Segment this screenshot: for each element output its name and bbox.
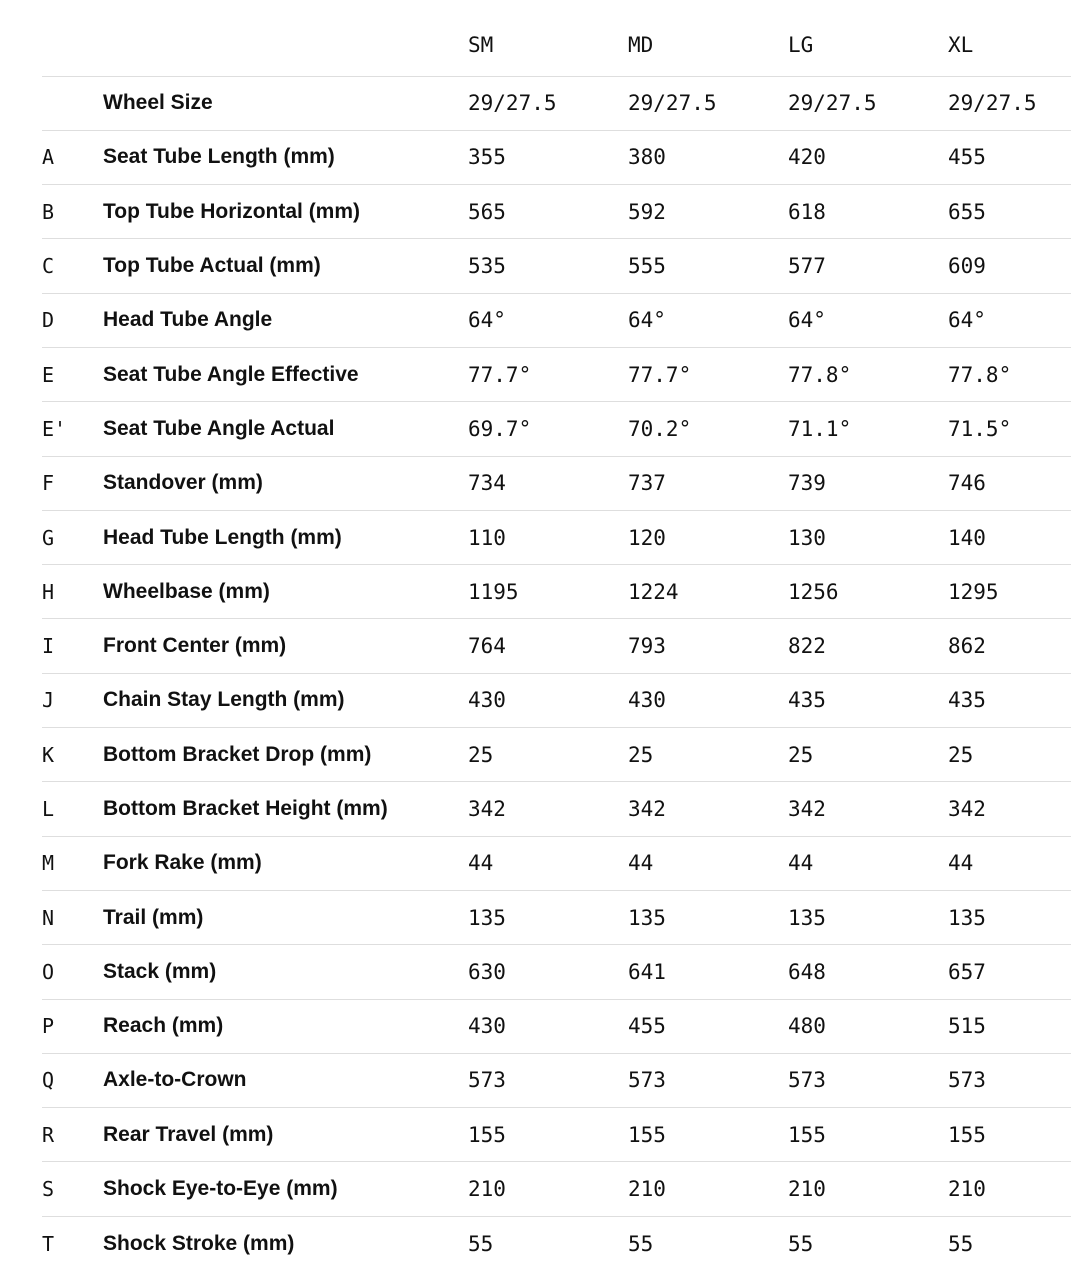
value-sm: 135	[468, 905, 506, 930]
value-lg: 822	[788, 634, 826, 659]
value-md: 64°	[628, 308, 666, 333]
value-md: 793	[628, 634, 666, 659]
value-sm: 44	[468, 851, 494, 876]
value-xl: 29/27.5	[948, 91, 1037, 116]
table-row	[42, 76, 1071, 130]
row-letter: K	[42, 742, 55, 767]
value-sm: 734	[468, 471, 506, 496]
table-row	[42, 619, 1071, 673]
row-label: Shock Eye-to-Eye (mm)	[103, 1177, 338, 1201]
value-sm: 110	[468, 525, 506, 550]
value-xl: 609	[948, 254, 986, 279]
header-size-lg: LG	[788, 32, 814, 57]
row-letter: F	[42, 471, 55, 496]
value-md: 55	[628, 1231, 654, 1256]
row-label: Seat Tube Angle Effective	[103, 362, 359, 386]
row-letter: B	[42, 199, 55, 224]
row-letter	[42, 76, 103, 130]
row-label: Front Center (mm)	[103, 634, 287, 658]
value-lg: 480	[788, 1014, 826, 1039]
value-sm: 29/27.5	[468, 91, 557, 116]
value-lg: 573	[788, 1068, 826, 1093]
value-lg: 71.1°	[788, 416, 852, 441]
value-xl: 862	[948, 634, 986, 659]
value-lg: 29/27.5	[788, 91, 877, 116]
value-sm: 55	[468, 1231, 494, 1256]
value-md: 210	[628, 1177, 666, 1202]
value-sm: 77.7°	[468, 362, 532, 387]
value-xl: 455	[948, 145, 986, 170]
row-letter: G	[42, 525, 55, 550]
value-lg: 25	[788, 742, 814, 767]
row-label: Head Tube Angle	[103, 308, 273, 332]
row-label: Shock Stroke (mm)	[103, 1231, 295, 1255]
value-lg: 648	[788, 959, 826, 984]
value-md: 592	[628, 199, 666, 224]
value-md: 77.7°	[628, 362, 692, 387]
value-lg: 130	[788, 525, 826, 550]
value-sm: 25	[468, 742, 494, 767]
row-letter: P	[42, 1014, 55, 1039]
row-letter: E	[42, 362, 55, 387]
table-row	[42, 565, 1071, 619]
value-md: 44	[628, 851, 654, 876]
value-lg: 618	[788, 199, 826, 224]
value-md: 25	[628, 742, 654, 767]
row-label: Head Tube Length (mm)	[103, 525, 342, 549]
value-md: 135	[628, 905, 666, 930]
value-xl: 515	[948, 1014, 986, 1039]
row-label: Wheel Size	[103, 91, 213, 115]
row-label: Rear Travel (mm)	[103, 1122, 274, 1146]
value-xl: 746	[948, 471, 986, 496]
value-sm: 573	[468, 1068, 506, 1093]
value-sm: 764	[468, 634, 506, 659]
table-row	[42, 999, 1071, 1053]
value-xl: 657	[948, 959, 986, 984]
value-sm: 535	[468, 254, 506, 279]
row-letter: E'	[42, 416, 67, 441]
table-row	[42, 1162, 1071, 1216]
row-letter: C	[42, 254, 55, 279]
header-size-sm: SM	[468, 32, 494, 57]
value-xl: 155	[948, 1122, 986, 1147]
value-xl: 1295	[948, 579, 999, 604]
value-xl: 135	[948, 905, 986, 930]
row-letter: Q	[42, 1068, 55, 1093]
value-md: 155	[628, 1122, 666, 1147]
value-sm: 565	[468, 199, 506, 224]
value-lg: 155	[788, 1122, 826, 1147]
row-label: Fork Rake (mm)	[103, 851, 262, 875]
row-letter: T	[42, 1231, 55, 1256]
table-row	[42, 728, 1071, 782]
table-row	[42, 130, 1071, 184]
row-label: Trail (mm)	[103, 905, 204, 929]
header-letter-cell	[42, 14, 103, 76]
header-label-cell	[103, 14, 468, 76]
row-letter: L	[42, 797, 55, 821]
table-row	[42, 402, 1071, 456]
row-label: Top Tube Horizontal (mm)	[103, 199, 361, 223]
row-letter: M	[42, 851, 55, 876]
value-md: 573	[628, 1068, 666, 1093]
value-lg: 210	[788, 1177, 826, 1202]
value-xl: 71.5°	[948, 416, 1012, 441]
table-row	[42, 510, 1071, 564]
row-letter: O	[42, 959, 55, 984]
value-sm: 64°	[468, 308, 506, 333]
value-md: 737	[628, 471, 666, 496]
value-lg: 77.8°	[788, 362, 852, 387]
row-label: Chain Stay Length (mm)	[103, 688, 345, 712]
value-md: 555	[628, 254, 666, 279]
value-md: 430	[628, 688, 666, 713]
table-body	[42, 76, 1071, 1271]
value-sm: 155	[468, 1122, 506, 1147]
value-sm: 430	[468, 688, 506, 713]
value-lg: 420	[788, 145, 826, 170]
table-row	[42, 239, 1071, 293]
row-label: Stack (mm)	[103, 959, 217, 983]
row-letter: H	[42, 579, 55, 604]
table-row	[42, 293, 1071, 347]
row-label: Seat Tube Angle Actual	[103, 416, 335, 440]
value-md: 380	[628, 145, 666, 170]
value-lg: 44	[788, 851, 814, 876]
table-row	[42, 890, 1071, 944]
row-label: Top Tube Actual (mm)	[103, 254, 321, 278]
value-xl: 25	[948, 742, 974, 767]
table-row	[42, 347, 1071, 401]
table-row	[42, 782, 1071, 836]
table-row	[42, 1053, 1071, 1107]
geometry-table	[42, 14, 1071, 1271]
value-lg: 1256	[788, 579, 839, 604]
value-xl: 655	[948, 199, 986, 224]
value-xl: 64°	[948, 308, 986, 333]
value-lg: 342	[788, 797, 826, 821]
value-lg: 55	[788, 1231, 814, 1256]
value-md: 70.2°	[628, 416, 692, 441]
value-lg: 435	[788, 688, 826, 713]
table-header-row	[42, 14, 1071, 76]
row-letter: J	[42, 688, 55, 713]
value-lg: 739	[788, 471, 826, 496]
value-lg: 135	[788, 905, 826, 930]
value-sm: 1195	[468, 579, 519, 604]
row-letter: I	[42, 634, 55, 659]
table-row	[42, 945, 1071, 999]
row-label: Seat Tube Length (mm)	[103, 145, 335, 169]
value-md: 120	[628, 525, 666, 550]
row-label: Bottom Bracket Height (mm)	[103, 797, 388, 820]
row-label: Wheelbase (mm)	[103, 579, 270, 603]
value-lg: 577	[788, 254, 826, 279]
row-letter: A	[42, 145, 55, 170]
row-letter: D	[42, 308, 55, 333]
header-size-xl: XL	[948, 32, 974, 57]
value-sm: 69.7°	[468, 416, 532, 441]
row-label: Axle-to-Crown	[103, 1068, 247, 1092]
value-lg: 64°	[788, 308, 826, 333]
table-row	[42, 1108, 1071, 1162]
row-label: Standover (mm)	[103, 471, 263, 495]
row-letter: N	[42, 905, 55, 930]
table-row	[42, 185, 1071, 239]
header-size-md: MD	[628, 32, 654, 57]
value-md: 1224	[628, 579, 679, 604]
value-md: 342	[628, 797, 666, 821]
value-xl: 44	[948, 851, 974, 876]
table-row	[42, 456, 1071, 510]
row-label: Reach (mm)	[103, 1014, 224, 1038]
value-xl: 573	[948, 1068, 986, 1093]
value-md: 641	[628, 959, 666, 984]
value-sm: 355	[468, 145, 506, 170]
value-sm: 430	[468, 1014, 506, 1039]
table-row	[42, 673, 1071, 727]
value-xl: 210	[948, 1177, 986, 1202]
value-sm: 630	[468, 959, 506, 984]
value-xl: 342	[948, 797, 986, 821]
value-xl: 140	[948, 525, 986, 550]
value-sm: 210	[468, 1177, 506, 1202]
row-letter: R	[42, 1122, 55, 1147]
value-md: 29/27.5	[628, 91, 717, 116]
table-row	[42, 836, 1071, 890]
value-md: 455	[628, 1014, 666, 1039]
value-xl: 55	[948, 1231, 974, 1256]
value-xl: 435	[948, 688, 986, 713]
value-xl: 77.8°	[948, 362, 1012, 387]
table-row	[42, 1216, 1071, 1270]
row-label: Bottom Bracket Drop (mm)	[103, 742, 372, 766]
row-letter: S	[42, 1177, 55, 1202]
value-sm: 342	[468, 797, 506, 821]
